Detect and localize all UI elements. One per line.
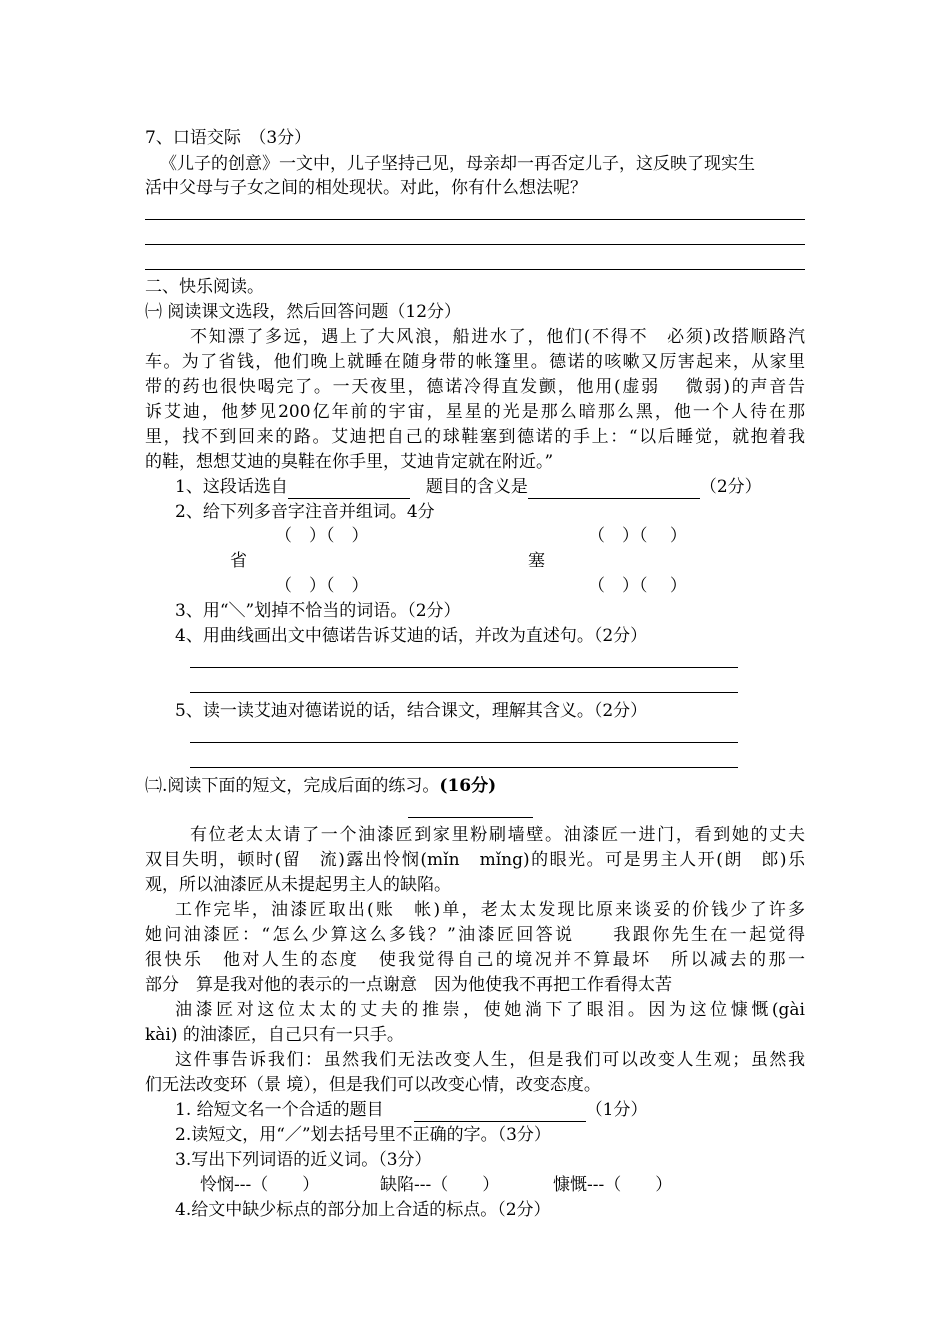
part1-passage-line5: 里，找不到回来的路。艾迪把自己的球鞋塞到德诺的手上：“以后睡觉，就抱着我 — [145, 427, 805, 447]
part2-passage-line6: 很快乐 他对人生的态度 使我觉得自己的境况并不算最坏 所以减去的那一 — [145, 950, 805, 970]
part1-q5-answer-line-1[interactable] — [190, 742, 738, 743]
part1-passage-line2: 车。为了省钱，他们晚上就睡在随身带的帐篷里。德诺的咳嗽又厉害起来，从家里 — [145, 352, 805, 372]
part2-passage-line8: 油漆匠对这位太太的丈夫的推崇，使她淌下了眼泪。因为这位慷慨(gài — [175, 1000, 805, 1020]
synonym-kangkai[interactable]: 慷慨---（ ） — [553, 1175, 673, 1195]
part1-passage-line6: 的鞋，想想艾迪的臭鞋在你手里，艾迪肯定就在附近。” — [145, 452, 554, 472]
part1-passage-line1: 不知漂了多远，遇上了大风浪，船进水了，他们(不得不 必须)改搭顺路汽 — [190, 327, 805, 347]
part1-q5-answer-line-2[interactable] — [190, 767, 738, 768]
part2-q2: 2.读短文，用“／”划去括号里不正确的字。（3分） — [175, 1125, 551, 1145]
part2-title-score: (16分) — [439, 776, 497, 796]
part2-passage-line3: 观，所以油漆匠从未提起男主人的缺陷。 — [145, 875, 451, 895]
part2-title-text: ㈡.阅读下面的短文，完成后面的练习。 — [145, 776, 440, 796]
part1-passage-line4: 诉艾迪，他梦见200亿年前的宇宙，星星的光是那么暗那么黑，他一个人待在那 — [145, 402, 805, 422]
part1-q1-score: （2分） — [699, 477, 762, 497]
q7-answer-line-3[interactable] — [145, 269, 805, 270]
q7-text-line2: 活中父母与子女之间的相处现状。对此，你有什么想法呢？ — [145, 178, 587, 198]
part2-title — [145, 774, 810, 798]
part2-q4: 4.给文中缺少标点的部分加上合适的标点。（2分） — [175, 1200, 551, 1220]
part1-title: ㈠ 阅读课文选段，然后回答问题（12分） — [145, 302, 462, 322]
part1-q1 — [175, 475, 840, 499]
part2-passage-line4: 工作完毕，油漆匠取出(账 帐)单，老太太发现比原来谈妥的价钱少了许多 — [175, 900, 805, 920]
part1-passage-line3: 带的药也很快喝完了。一天夜里，德诺冷得直发颤，他用(虚弱 微弱)的声音告 — [145, 377, 805, 397]
part1-q1-meaning-label: 题目的含义是 — [425, 477, 528, 497]
part1-q1-blank-source[interactable] — [288, 480, 410, 499]
part2-passage-line11: 们无法改变环（景 境），但是我们可以改变心情，改变态度。 — [145, 1075, 601, 1095]
part2-passage-line1: 有位老太太请了一个油漆匠到家里粉刷墙壁。油漆匠一进门，看到她的丈夫 — [190, 825, 805, 845]
part1-q1-blank-meaning[interactable] — [528, 480, 700, 499]
pinyin-sai-top[interactable]: （ ）（ ） — [588, 526, 687, 546]
synonym-quexian[interactable]: 缺陷---（ ） — [380, 1175, 500, 1195]
part1-q2: 2、给下列多音字注音并组词。4分 — [175, 502, 435, 522]
part1-q4: 4、用曲线画出文中德诺告诉艾迪的话，并改为直述句。（2分） — [175, 626, 648, 646]
polyphone-sai: 塞 — [528, 551, 545, 571]
part1-q4-answer-line-2[interactable] — [190, 692, 738, 693]
section2-title: 二、快乐阅读。 — [145, 277, 264, 297]
part2-passage-line7: 部分 算是我对他的表示的一点谢意 因为他使我不再把工作看得太苦 — [145, 975, 672, 995]
part1-q3: 3、用“＼”划掉不恰当的词语。（2分） — [175, 601, 461, 621]
part1-q4-answer-line-1[interactable] — [190, 667, 738, 668]
part1-q5: 5、读一读艾迪对德诺说的话，结合课文，理解其含义。（2分） — [175, 701, 648, 721]
part2-passage-line5: 她问油漆匠：“怎么少算这么多钱？”油漆匠回答说 我跟你先生在一起觉得 — [145, 925, 805, 945]
q7-text-line1: 《儿子的创意》一文中，儿子坚持己见，母亲却一再否定儿子，这反映了现实生 — [160, 154, 755, 174]
synonym-lianmin[interactable]: 怜悯---（ ） — [200, 1175, 320, 1195]
part2-passage-line2: 双目失明，顿时(留 流)露出怜悯(mǐn mǐng)的眼光。可是男主人开(朗 郎)乐 — [145, 850, 805, 870]
q7-answer-line-1[interactable] — [145, 219, 805, 220]
polyphone-sheng: 省 — [230, 551, 247, 571]
part2-passage-line10: 这件事告诉我们：虽然我们无法改变人生，但是我们可以改变人生观；虽然我 — [175, 1050, 805, 1070]
part2-q1-blank-title[interactable] — [414, 1103, 586, 1122]
part2-passage-line9: kài) 的油漆匠，自己只有一只手。 — [145, 1025, 404, 1045]
part1-q1-prefix: 1、这段话选自 — [175, 477, 288, 497]
pinyin-sheng-bottom[interactable]: （ ）（ ） — [275, 576, 369, 596]
q7-answer-line-2[interactable] — [145, 244, 805, 245]
part2-title-blank[interactable] — [408, 817, 533, 818]
part2-q1-text: 1. 给短文名一个合适的题目 — [175, 1100, 384, 1120]
q7-title: 7、口语交际 （3分） — [145, 128, 312, 148]
part2-q1 — [175, 1098, 840, 1122]
pinyin-sheng-top[interactable]: （ ）（ ） — [275, 526, 369, 546]
pinyin-sai-bottom[interactable]: （ ）（ ） — [588, 576, 687, 596]
part2-q3: 3.写出下列词语的近义词。（3分） — [175, 1150, 432, 1170]
part2-q1-score: （1分） — [585, 1100, 648, 1120]
